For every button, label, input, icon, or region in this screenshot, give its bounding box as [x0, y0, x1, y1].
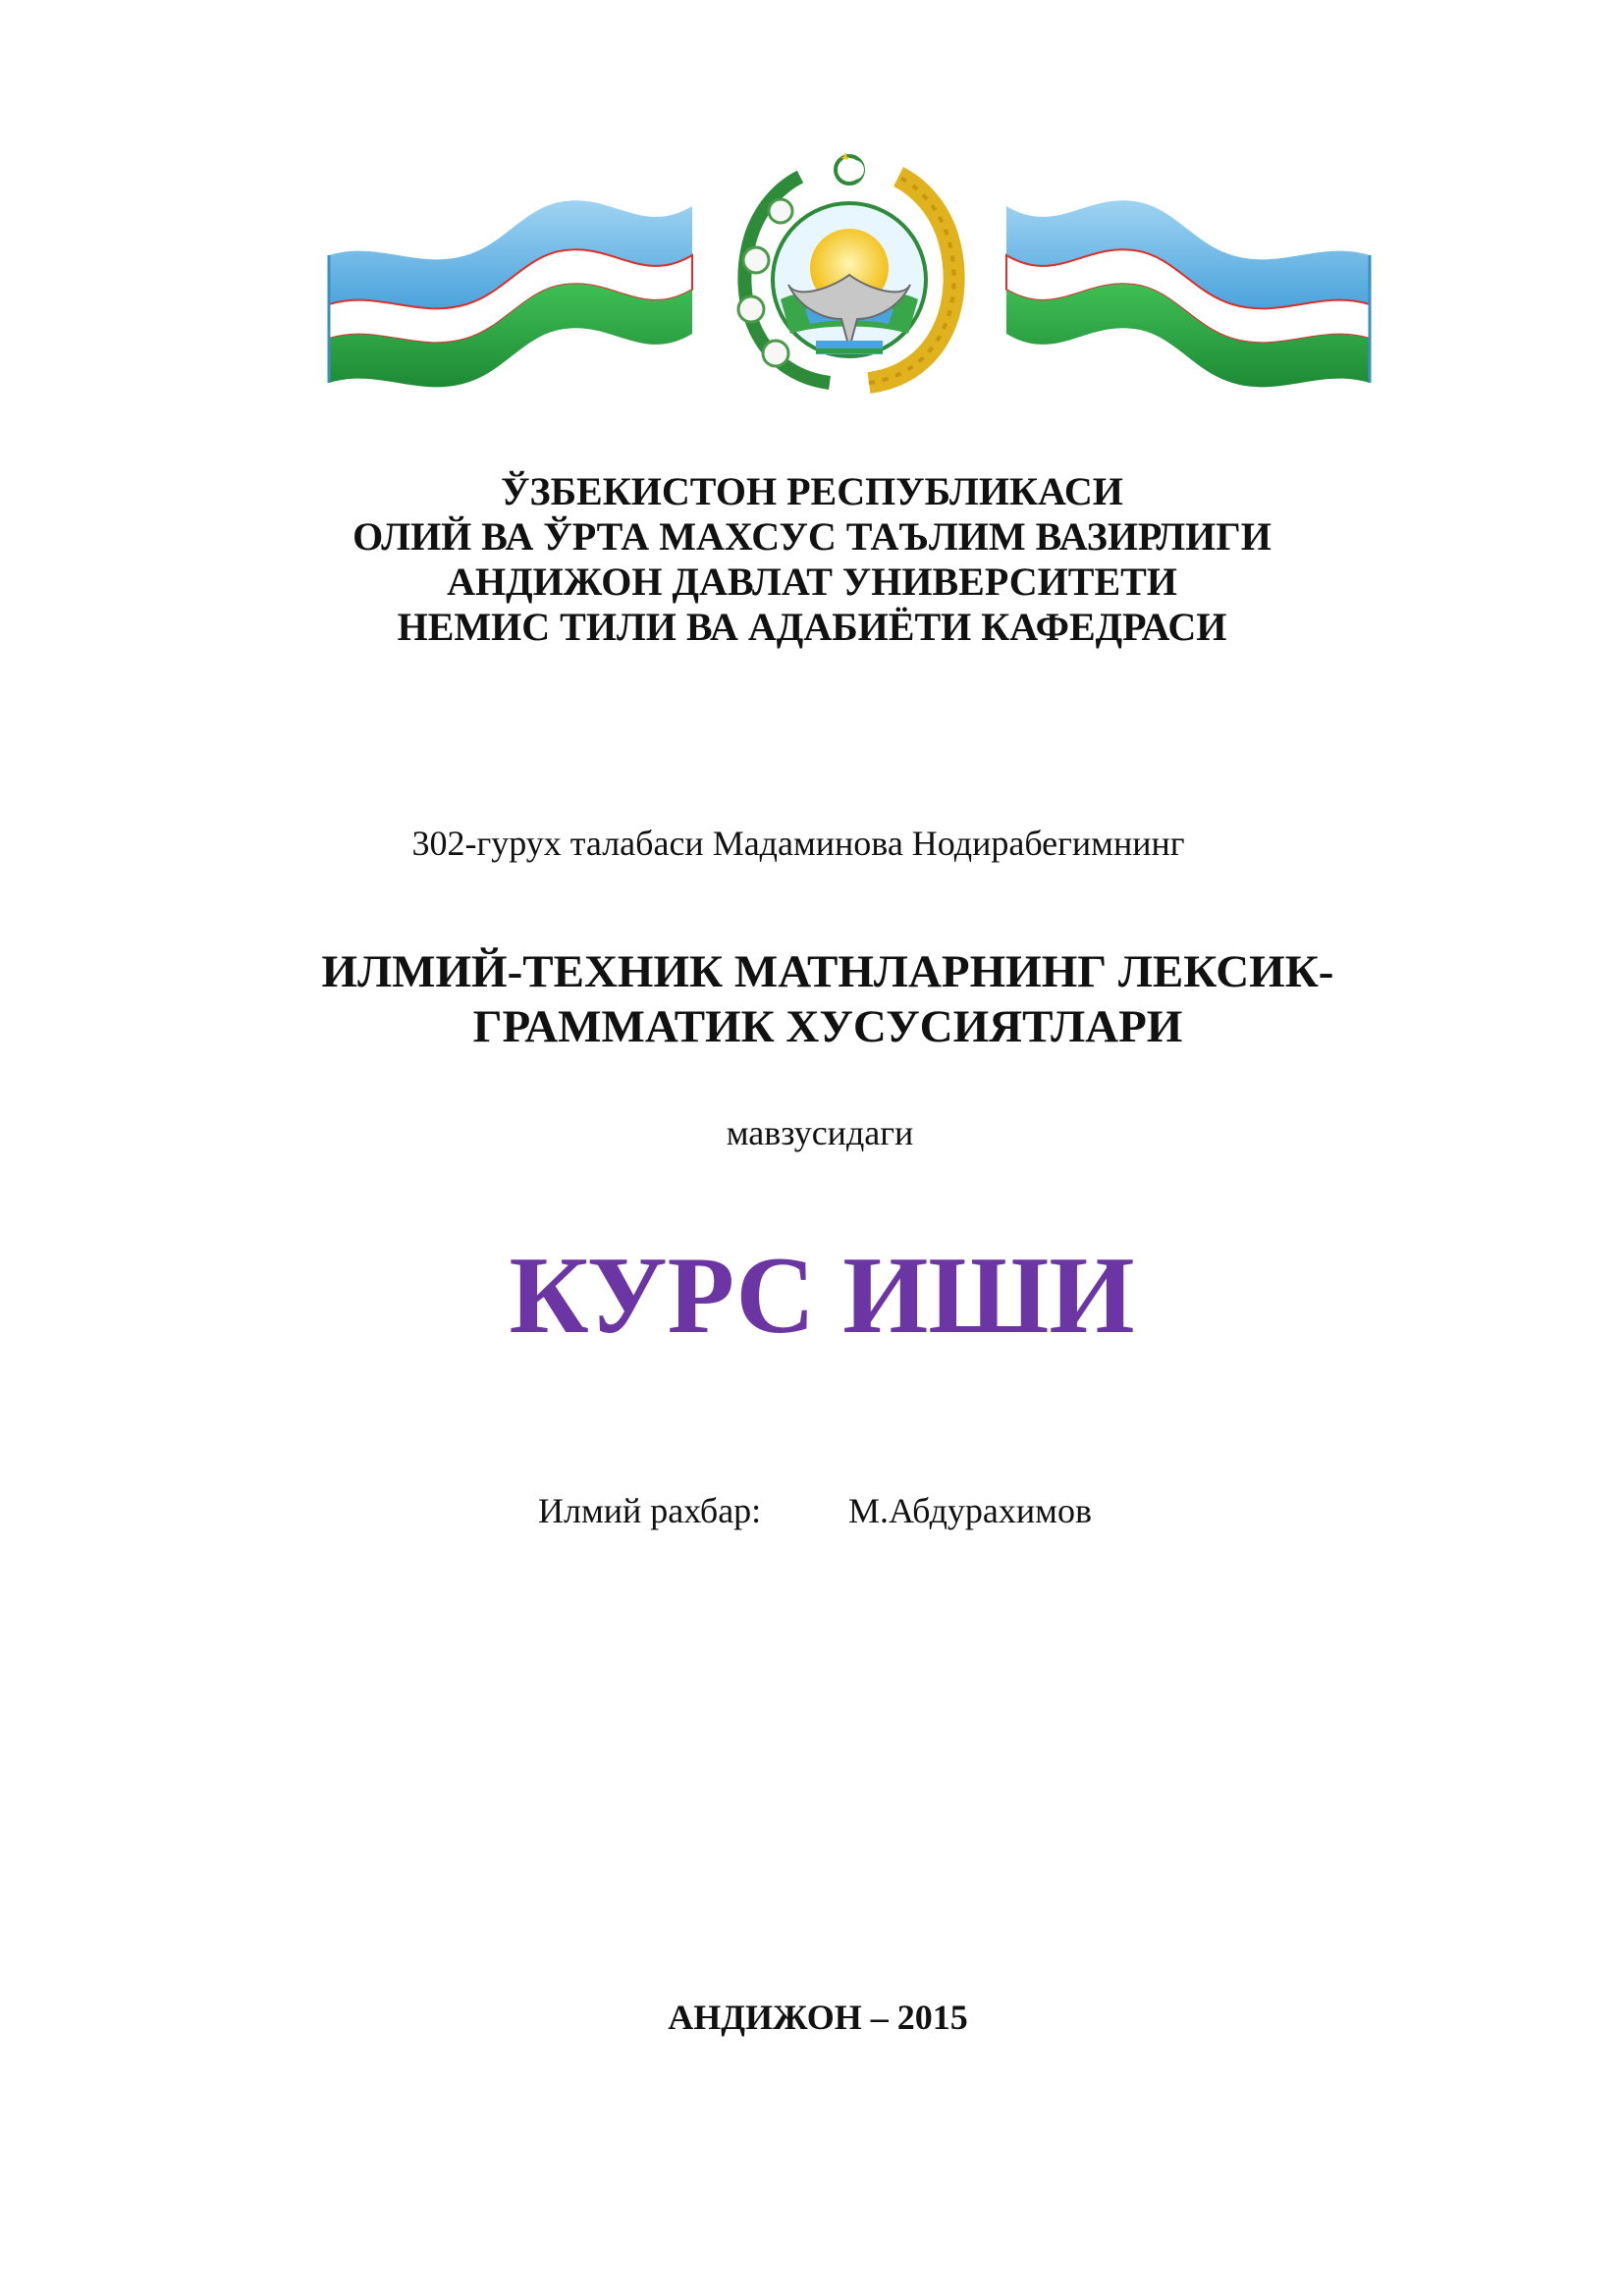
- topic-title-line-1: ИЛМИЙ-ТЕХНИК МАТНЛАРНИНГ ЛЕКСИК-: [321, 946, 1334, 997]
- emblem-banner: [319, 147, 1380, 402]
- flag-ribbon-right-icon: [1006, 200, 1370, 387]
- topic-title: [16, 944, 1624, 1054]
- uzbekistan-state-emblem-icon: [738, 152, 954, 383]
- student-line: 302-гурух талабаси Мадаминова Нодирабегимнинг: [411, 824, 1185, 863]
- supervisor-line: [538, 1490, 1092, 1531]
- supervisor-label: Илмий рахбар:: [538, 1491, 762, 1530]
- flag-ribbon-left-icon: [329, 200, 692, 387]
- header-line-department: НЕМИС ТИЛИ ВА АДАБИЁТИ КАФЕДРАСИ: [397, 605, 1227, 649]
- topic-suffix: мавзусидаги: [726, 1113, 914, 1152]
- city-year: АНДИЖОН – 2015: [668, 1998, 968, 2037]
- topic-title-line-2: ГРАММАТИК ХУСУСИЯТЛАРИ: [472, 1001, 1183, 1052]
- supervisor-name: М.Абдурахимов: [848, 1491, 1092, 1530]
- header-line-university: АНДИЖОН ДАВЛАТ УНИВЕРСИТЕТИ: [447, 560, 1177, 604]
- header-line-country: ЎЗБЕКИСТОН РЕСПУБЛИКАСИ: [501, 469, 1123, 513]
- header-line-ministry: ОЛИЙ ВА ЎРТА МАХСУС ТАЪЛИМ ВАЗИРЛИГИ: [352, 514, 1272, 559]
- institution-header: [0, 469, 1624, 650]
- document-type-title: КУРС ИШИ: [509, 1235, 1135, 1357]
